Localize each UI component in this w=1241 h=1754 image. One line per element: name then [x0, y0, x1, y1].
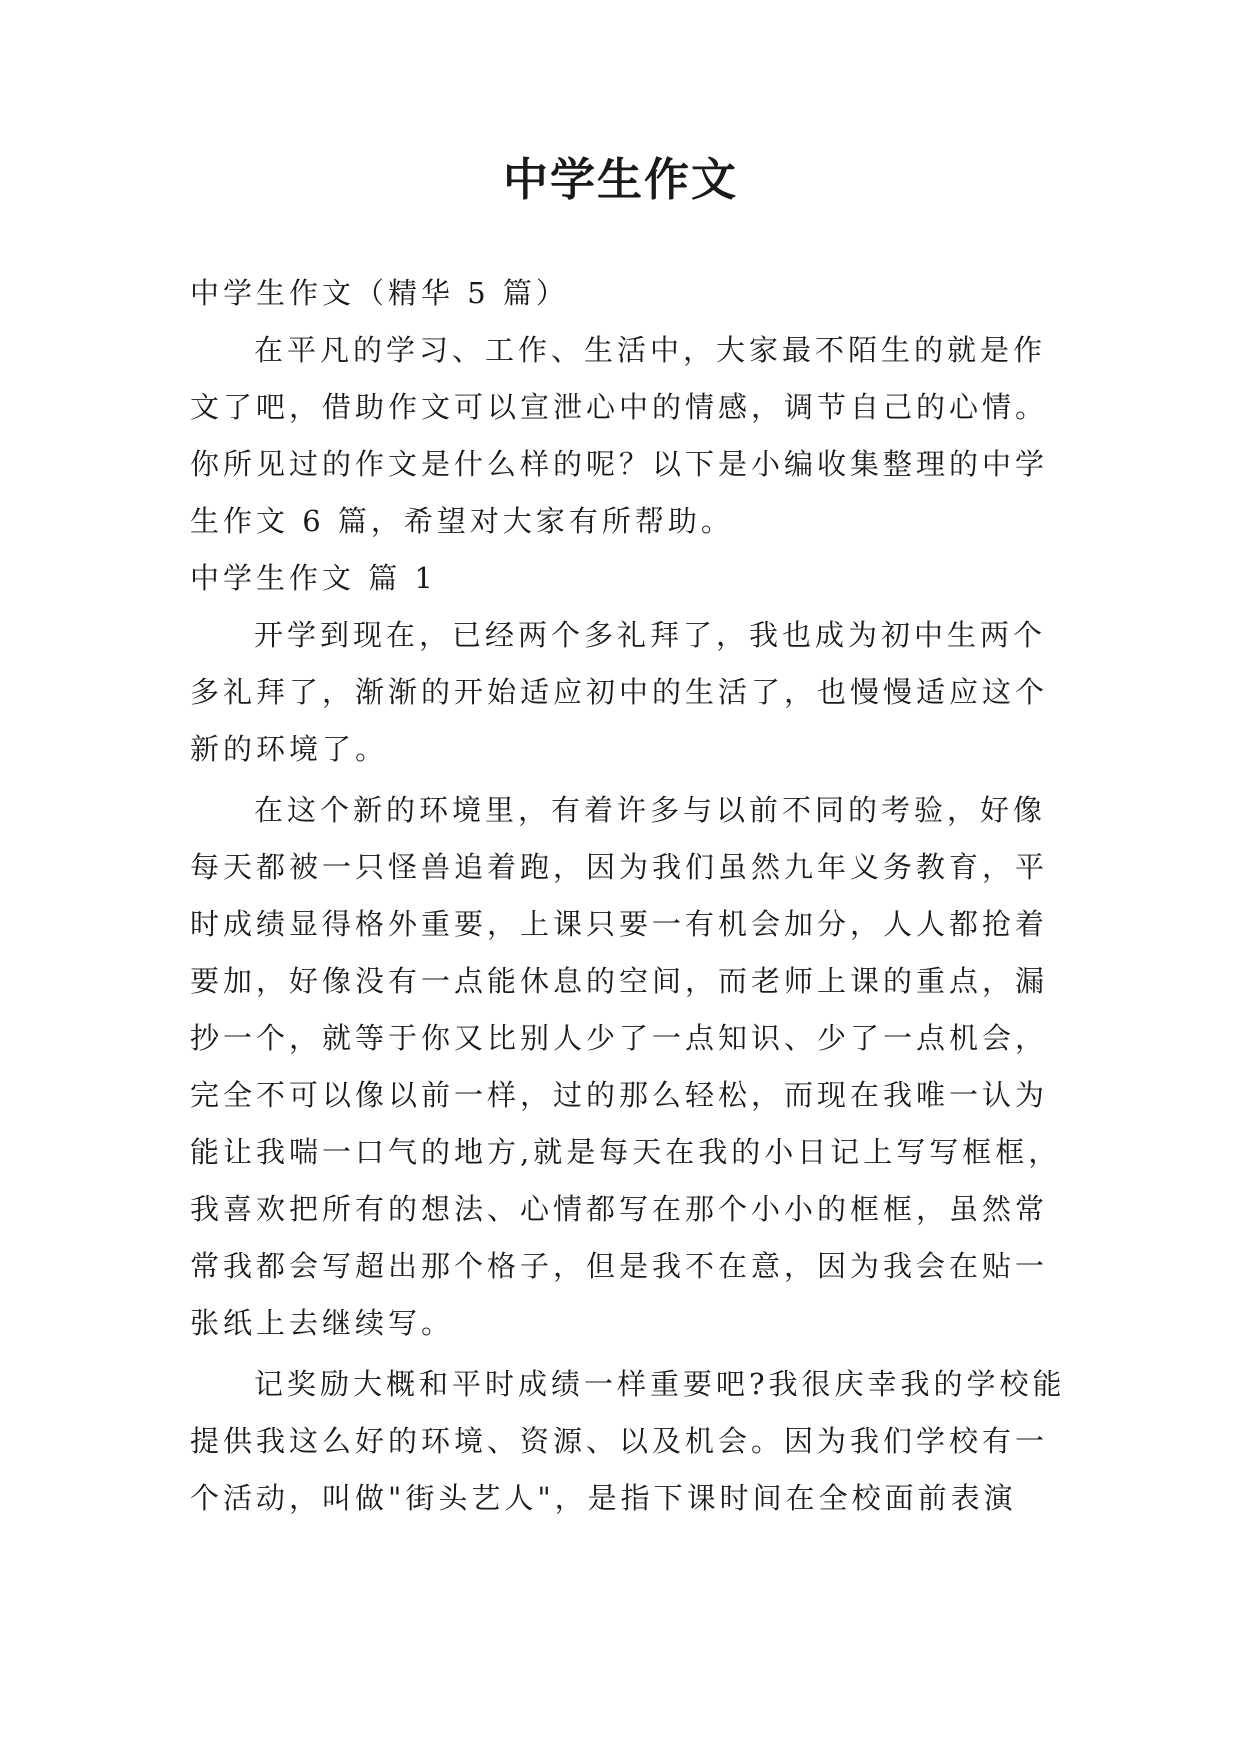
- intro-paragraph: 在平凡的学习、工作、生活中，大家最不陌生的就是作文了吧，借助作文可以宣泄心中的情感，调节自己的心情。你所见过的作文是什么样的呢？以下是小编收集整理的中学生作文 6 篇，希望对大家有所帮助。: [190, 333, 1049, 538]
- document-subtitle: 中学生作文（精华 5 篇）: [190, 276, 569, 310]
- body-paragraph: 在这个新的环境里，有着许多与以前不同的考验，好像每天都被一只怪兽追着跑，因为我们虽然九年义务教育，平时成绩显得格外重要，上课只要一有机会加分，人人都抢着要加，好像没有一点能休息的空间，而老师上课的重点，漏抄一个，就等于你又比别人少了一点知识、少了一点机会，完全不可以像以前一样，过的那么轻松，而现在我唯一认为能让我喘一口气的地方,就是每天在我的小日记上写写框框，我喜欢把所有的想法、心情都写在那个小小的框框，虽然常常我都会写超出那个格子，但是我不在意，因为我会在贴一张纸上去继续写。: [190, 793, 1062, 1340]
- document-title: 中学生作文: [502, 153, 738, 206]
- section-heading: 中学生作文 篇 1: [190, 561, 437, 595]
- body-paragraph: 记奖励大概和平时成绩一样重要吧?我很庆幸我的学校能提供我这么好的环境、资源、以及机会。因为我们学校有一个活动，叫做"街头艺人"，是指下课时间在全校面前表演: [190, 1367, 1066, 1515]
- document-body: [190, 265, 1070, 1527]
- body-paragraph: 开学到现在，已经两个多礼拜了，我也成为初中生两个多礼拜了，渐渐的开始适应初中的生活了，也慢慢适应这个新的环境了。: [190, 618, 1049, 766]
